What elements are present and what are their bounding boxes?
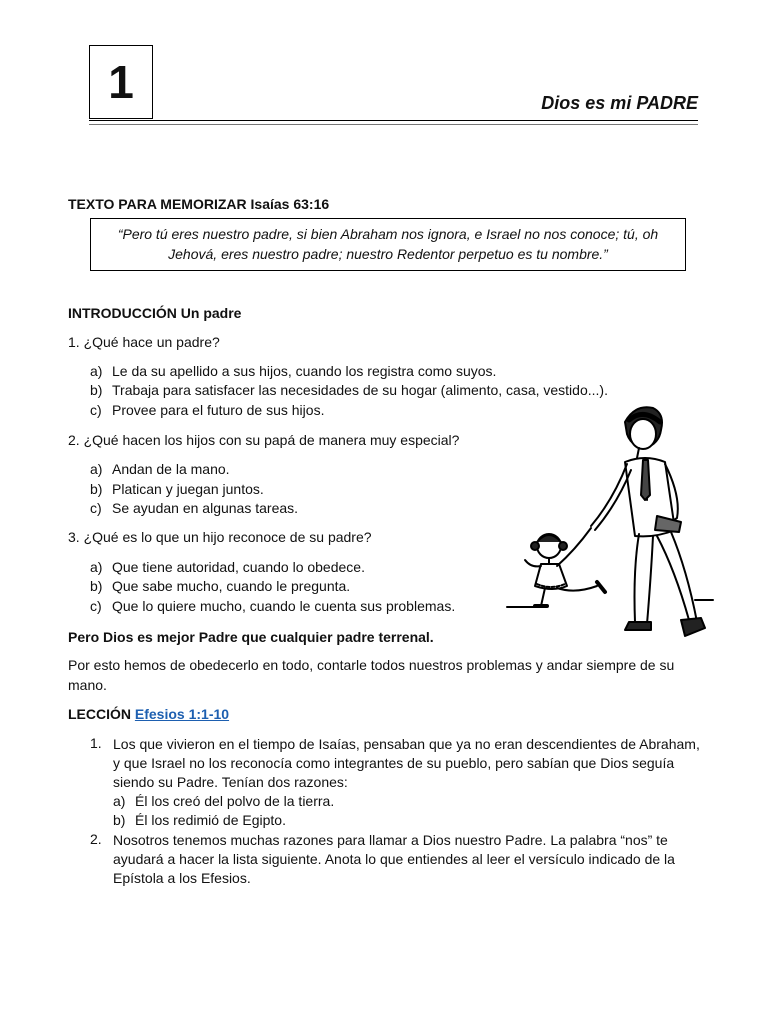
question-2: 2. ¿Qué hacen los hijos con su papá de manera muy especial? [68, 432, 460, 448]
lesson-item-1-text: Los que vivieron en el tiempo de Isaías, pensaban que ya no eran descendientes de Abraham, y que Israel no los reconocía como integrantes de su pueblo, pero sabían que Dios seguía siendo su Padre. Tenían dos razones: [113, 736, 700, 790]
lesson-heading-label: LECCIÓN [68, 706, 131, 722]
header-divider-thin [89, 124, 698, 125]
q1-option-b: b) Trabaja para satisfacer las necesidades de su hogar (alimento, casa, vestido...). [90, 382, 608, 398]
q2-option-a: a) Andan de la mano. [90, 461, 230, 477]
memorize-heading: TEXTO PARA MEMORIZAR Isaías 63:16 [68, 196, 330, 212]
memory-verse-line-1: “Pero tú eres nuestro padre, si bien Abraham nos ignora, e Israel no nos conoce; tú, oh [117, 226, 659, 242]
lesson-number-box [89, 45, 153, 119]
lesson-item-2-number: 2. [90, 831, 102, 847]
memory-verse-line-2: Jehová, eres nuestro padre; nuestro Redentor perpetuo es tu nombre.” [168, 246, 608, 262]
lesson-heading [68, 706, 229, 722]
header-divider [89, 120, 698, 121]
page-title: Dios es mi PADRE [541, 93, 698, 113]
q1-option-c: c) Provee para el futuro de sus hijos. [90, 402, 325, 418]
lesson-item-1-sub-b: b) Él los redimió de Egipto. [113, 812, 286, 828]
q1-option-a: a) Le da su apellido a sus hijos, cuando los registra como suyos. [90, 363, 497, 379]
question-3: 3. ¿Qué es lo que un hijo reconoce de su padre? [68, 529, 372, 545]
lesson-number: 1 [108, 56, 134, 108]
lesson-item-1-number: 1. [90, 735, 102, 751]
q3-option-c: c) Que lo quiere mucho, cuando le cuenta sus problemas. [90, 598, 456, 614]
intro-heading: INTRODUCCIÓN Un padre [68, 305, 242, 321]
q3-option-a: a) Que tiene autoridad, cuando lo obedece. [90, 559, 365, 575]
q2-option-b: b) Platican y juegan juntos. [90, 481, 264, 497]
bold-statement: Pero Dios es mejor Padre que cualquier padre terrenal. [68, 629, 434, 645]
intro-conclusion: Por esto hemos de obedecerlo en todo, contarle todos nuestros problemas y andar siempre de su mano. [68, 657, 675, 693]
q3-option-b: b) Que sabe mucho, cuando le pregunta. [90, 578, 351, 594]
scripture-link[interactable]: Efesios 1:1-10 [134, 706, 230, 722]
memory-verse-box [90, 218, 686, 271]
father-and-daughter-walking-drawing [505, 400, 715, 645]
lesson-item-2-text: Nosotros tenemos muchas razones para llamar a Dios nuestro Padre. La palabra “nos” te ayudará a hacer la lista siguiente. Anota lo que entiendes al leer el versículo indicado de la Epístola a los Efesios. [113, 832, 675, 886]
lesson-item-1-sub-a: a) Él los creó del polvo de la tierra. [113, 793, 335, 809]
question-1: 1. ¿Qué hace un padre? [68, 334, 220, 350]
q2-option-c: c) Se ayudan en algunas tareas. [90, 500, 299, 516]
